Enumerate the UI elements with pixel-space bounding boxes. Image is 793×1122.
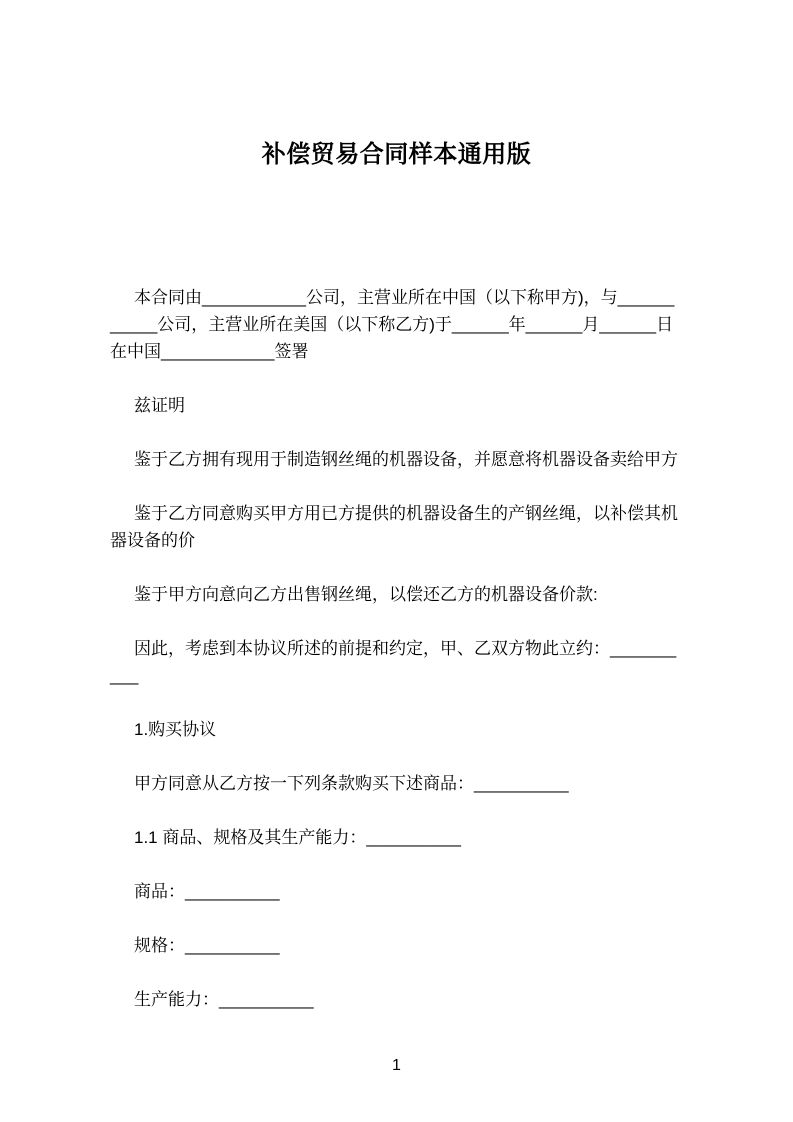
document-title: 补偿贸易合同样本通用版 (261, 141, 532, 168)
paragraph: 甲方同意从乙方按一下列条款购买下述商品：__________ (134, 774, 569, 793)
paragraph: 规格：__________ (134, 936, 280, 955)
paragraph: 1.1 商品、规格及其生产能力：__________ (134, 828, 461, 847)
document-body (110, 284, 683, 1013)
document-content (0, 140, 793, 1013)
paragraph: 鉴于乙方同意购买甲方用已方提供的机器设备生的产钢丝绳，以补偿其机器设备的价 (110, 504, 678, 550)
page-number: 1 (392, 1057, 401, 1074)
paragraph: 商品：__________ (134, 882, 280, 901)
paragraph: 1.购买协议 (134, 720, 217, 739)
paragraph: 本合同由___________公司，主营业所在中国（以下称甲方)，与___________公司，主营业所在美国（以下称乙方)于______年______月______日在中国____________签署 (110, 288, 675, 361)
paragraph: 因此，考虑到本协议所述的前提和约定，甲、乙双方物此立约：__________ (110, 639, 677, 685)
paragraph: 鉴于乙方拥有现用于制造钢丝绳的机器设备，并愿意将机器设备卖给甲方 (134, 450, 678, 469)
paragraph: 兹证明 (134, 396, 185, 415)
paragraph: 鉴于甲方向意向乙方出售钢丝绳，以偿还乙方的机器设备价款: (134, 585, 598, 604)
paragraph: 生产能力：__________ (134, 990, 314, 1009)
